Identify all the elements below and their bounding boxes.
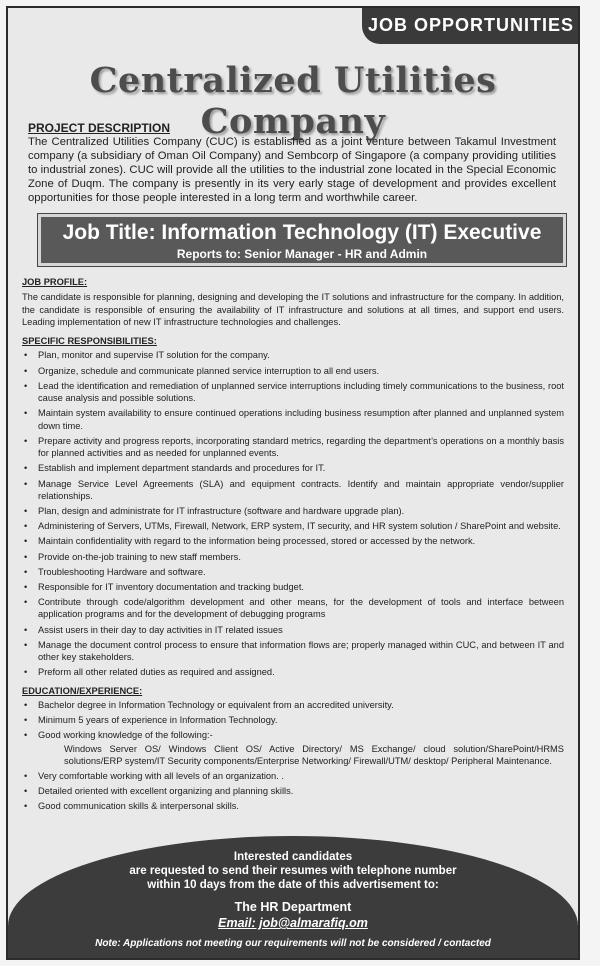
list-item: • Administering of Servers, UTMs, Firewall, Network, ERP system, IT security, and HR system solution / SharePoint and website.	[24, 521, 561, 532]
reports-to: Reports to: Senior Manager - HR and Admin	[176, 247, 428, 261]
education-heading: EDUCATION/EXPERIENCE:	[22, 685, 143, 696]
list-item: • Lead the identification and remediation of unplanned service interruptions including timely communications to the business, root cause analysis and possible solutions.	[24, 380, 564, 404]
list-item: • Plan, design and administrate for IT infrastructure (software and hardware upgrade plan).	[24, 505, 405, 516]
list-item: • Manage the document control process to ensure that information flows are; properly managed within CUC, and between IT and other key stakeholders.	[24, 639, 564, 663]
job-details	[22, 276, 564, 819]
company-name: Centralized Utilities Company	[89, 60, 497, 142]
list-item: • Prepare activity and progress reports, incorporating standard metrics, regarding the department’s operations on a monthly basis for planned activities and as needed for unplanned events.	[24, 435, 564, 459]
job-opportunities-banner: JOB OPPORTUNITIES	[362, 6, 580, 44]
disclaimer-note: Note: Applications not meeting our requirements will not be considered / contacted	[95, 938, 491, 949]
list-item: • Manage Service Level Agreements (SLA) and equipment contracts. Identify and maintain appropriate vendor/supplier relationships.	[24, 478, 564, 501]
list-item: • Contribute through code/algorithm development and other means, for the development of tools and interface between application programs and for the development of debugging programs	[24, 597, 564, 620]
job-profile-heading: JOB PROFILE:	[22, 277, 88, 287]
list-item: • Maintain confidentiality with regard to the information being processed, stored or accessed by the network.	[24, 536, 476, 547]
list-item: • Preform all other related duties as required and assigned.	[24, 667, 275, 678]
list-item: • Minimum 5 years of experience in Information Technology.	[24, 715, 278, 726]
project-description-text: The Centralized Utilities Company (CUC) is established as a joint venture between Takamul Investment company (a subsidiary of Oman Oil Company) and Sembcorp of Singapore (a company providing utilities to industrial zones). CUC will provide all the utilities to the industrial zone located in the Special Economic Zone of Duqm. The company is presently in its very early stage of development and provides excellent opportunities for those people interested in a long term and worthwhile career.	[28, 136, 556, 204]
list-item: • Assist users in their day to day activities in IT related issues	[24, 624, 283, 635]
skills-detail: Windows Server OS/ Windows Client OS/ Active Directory/ MS Exchange/ cloud solution/SharePoint/HRMS solutions/ERP system/IT Security components/Enterprise Networking/ Firewall/UTM/ desktop/ Peripheral Maintenance.	[64, 743, 564, 766]
hr-department: The HR Department	[234, 900, 352, 914]
list-item: • Plan, monitor and supervise IT solution for the company.	[24, 350, 270, 361]
list-item: • Establish and implement department standards and procedures for IT.	[24, 463, 326, 474]
list-item: • Provide on-the-job training to new staff members.	[24, 551, 241, 562]
list-item: • Good communication skills & interpersonal skills.	[24, 801, 239, 812]
job-title: Job Title: Information Technology (IT) Executive	[62, 221, 542, 244]
email-link[interactable]: Email: job@almarafiq.om	[218, 916, 368, 930]
education-list	[22, 699, 564, 813]
list-item: • Responsible for IT inventory documentation and tracking budget.	[24, 581, 304, 592]
list-item: • Organize, schedule and communicate planned service interruption to all end users.	[24, 365, 380, 376]
list-item: • Detailed oriented with excellent organizing and planning skills.	[24, 786, 294, 797]
application-footer	[8, 836, 578, 958]
list-item: • Maintain system availability to ensure continued operations including business resumption after planned and unplanned system down time.	[24, 408, 564, 431]
list-item: • Bachelor degree in Information Technology or equivalent from an accredited university.	[24, 699, 394, 710]
responsibilities-list	[22, 349, 564, 678]
advertisement-frame	[6, 6, 580, 960]
project-description-heading: PROJECT DESCRIPTION	[28, 121, 171, 135]
responsibilities-heading: SPECIFIC RESPONSIBILITIES:	[22, 336, 157, 347]
job-title-banner	[38, 214, 566, 266]
application-instructions: Interested candidates are requested to send their resumes with telephone number within 10 days from the date of this advertisement to:	[129, 851, 457, 891]
list-item: • Very comfortable working with all levels of an organization. .	[24, 771, 284, 782]
job-profile-text: The candidate is responsible for planning, designing and developing the IT solutions and infrastructure for the company. In addition, the candidate is responsible of ensuring the availability of IT infrastructure and solutions at all times, and support end users. Leading implementation of new IT infrastructure technologies and challenges.	[22, 292, 564, 327]
list-item: • Troubleshooting Hardware and software.	[24, 566, 206, 577]
list-item: • Good working knowledge of the following:- Windows Server OS/ Windows Client OS/ Active Directory/ MS Exchange/ cloud solution/SharePoint/HRMS solutions/ERP system/IT Security components/Enterprise Networking/ Firewall/UTM/ desktop/ Peripheral Maintenance.	[24, 730, 564, 766]
